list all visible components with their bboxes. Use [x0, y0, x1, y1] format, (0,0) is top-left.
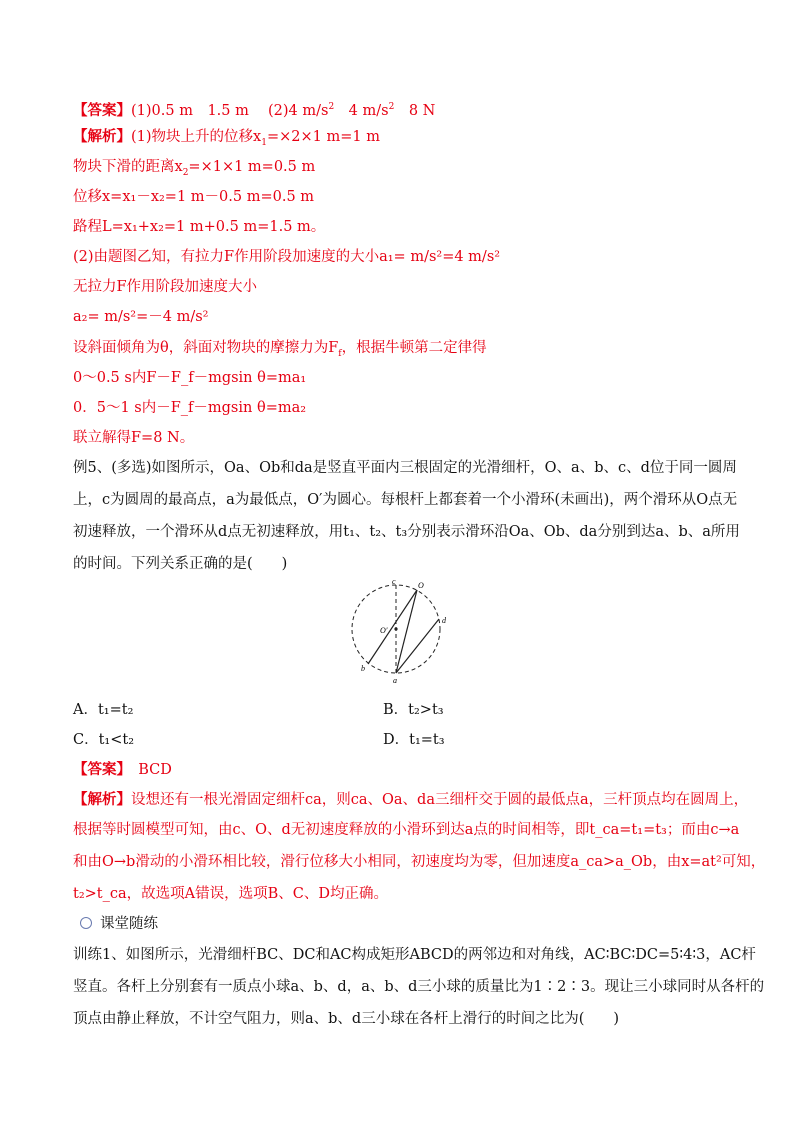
- analysis2-line-3: 和由O→b滑动的小滑环相比较，滑行位移大小相同，初速度均为零，但加速度a_ca>a_Ob，由x=at²可知，: [73, 854, 766, 870]
- analysis-l1-sub: 1: [261, 137, 267, 148]
- rod-Ob: [368, 590, 417, 664]
- analysis-line-2: [73, 157, 315, 183]
- center-point: [394, 627, 397, 630]
- analysis-l2: 物块下滑的距离x: [73, 159, 183, 175]
- analysis-line-10: 0．5～1 s内－F_f－mgsin θ=ma₂: [73, 400, 307, 416]
- analysis-line-11: 联立解得F=8 N。: [73, 430, 195, 446]
- analysis-line-7: a₂= m/s²=－4 m/s²: [73, 309, 209, 325]
- analysis-l8-sub: f: [338, 348, 342, 359]
- training1-line-1: 训练1、如图所示，光滑细杆BC、DC和AC构成矩形ABCD的两邻边和对角线，AC∶BC∶DC=5∶4∶3，AC杆: [73, 947, 756, 963]
- label-a: a: [393, 676, 397, 685]
- option-D: D．t₁=t₃: [383, 732, 445, 748]
- answer2-tag: 【答案】: [73, 761, 124, 778]
- answer-line-1: [73, 97, 435, 121]
- analysis-l1: (1)物块上升的位移x: [131, 129, 262, 145]
- circle-rods-figure: [342, 578, 458, 688]
- answer2-text: BCD: [123, 762, 172, 778]
- option-C: C．t₁<t₂: [73, 732, 135, 748]
- section-heading: [80, 914, 158, 934]
- answer-text: (1)0.5 m 1.5 m (2)4 m/s: [131, 102, 329, 119]
- option-A: A．t₁=t₂: [73, 702, 134, 718]
- analysis2-line-4: t₂>t_ca，故选项A错误，选项B、C、D均正确。: [73, 886, 388, 902]
- analysis-line-3: 位移x=x₁－x₂=1 m－0.5 m=0.5 m: [73, 189, 315, 205]
- analysis-tag: 【解析】: [73, 128, 131, 145]
- analysis2-p1: 设想还有一根光滑固定细杆ca，则ca、Oa、da三细杆交于圆的最低点a，三杆顶点均在圆周上，: [131, 792, 749, 808]
- analysis-l1-rest: =×2×1 m=1 m: [266, 129, 380, 145]
- analysis-l2-rest: =×1×1 m=0.5 m: [188, 159, 316, 175]
- section-bullet-icon: [80, 917, 92, 929]
- analysis-l8: 设斜面倾角为θ，斜面对物块的摩擦力为F: [73, 340, 339, 356]
- label-O: O: [418, 581, 424, 590]
- training1-line-2: 竖直。各杆上分别套有一质点小球a、b、d，a、b、d三小球的质量比为1∶2∶3。现让三小球同时从各杆的: [73, 979, 765, 995]
- answer-text-2: 4 m/s: [334, 102, 389, 119]
- analysis-line-4: 路程L=x₁+x₂=1 m+0.5 m=1.5 m。: [73, 219, 326, 235]
- analysis-line-9: 0～0.5 s内F－F_f－mgsin θ=ma₁: [73, 370, 307, 386]
- label-b: b: [361, 664, 365, 673]
- answer2-line: [73, 760, 172, 780]
- answer-sup-2: 2: [388, 102, 395, 112]
- example5-line-3: 初速释放，一个滑环从d点无初速释放，用t₁、t₂、t₃分别表示滑环沿Oa、Ob、da分别到达a、b、a所用: [73, 524, 740, 540]
- analysis-line-6: 无拉力F作用阶段加速度大小: [73, 279, 258, 295]
- answer-text-3: 8 N: [394, 102, 436, 119]
- analysis2-line-1: [73, 790, 748, 810]
- option-B: B．t₂>t₃: [383, 702, 444, 718]
- analysis-l8-rest: ，根据牛顿第二定律得: [341, 340, 487, 356]
- analysis-line-1: [73, 127, 380, 153]
- label-c: c: [392, 578, 396, 586]
- example5-line-2: 上，c为圆周的最高点，a为最低点，O′为圆心。每根杆上都套着一个小滑环(未画出)，两个滑环从O点无: [73, 492, 738, 508]
- analysis-line-8: [73, 338, 487, 364]
- analysis2-line-2: 根据等时圆模型可知，由c、O、d无初速度释放的小滑环到达a点的时间相等，即t_ca=t₁=t₃；而由c→a: [73, 822, 740, 838]
- analysis-l2-sub: 2: [182, 167, 189, 178]
- label-Oprime: O′: [380, 626, 388, 635]
- example5-line-4: 的时间。下列关系正确的是( ): [73, 556, 288, 572]
- analysis2-tag: 【解析】: [73, 791, 131, 808]
- section-title: 课堂随练: [100, 916, 158, 932]
- training1-line-3: 顶点由静止释放，不计空气阻力，则a、b、d三小球在各杆上滑行的时间之比为( ): [73, 1011, 620, 1027]
- example5-line-1: 例5、(多选)如图所示，Oa、Ob和da是竖直平面内三根固定的光滑细杆，O、a、b、c、d位于同一圆周: [73, 460, 737, 476]
- answer-tag: 【答案】: [73, 101, 131, 119]
- label-d: d: [442, 616, 446, 625]
- analysis-line-5: (2)由题图乙知，有拉力F作用阶段加速度的大小a₁= m/s²=4 m/s²: [73, 249, 501, 265]
- answer-sup-1: 2: [328, 102, 335, 112]
